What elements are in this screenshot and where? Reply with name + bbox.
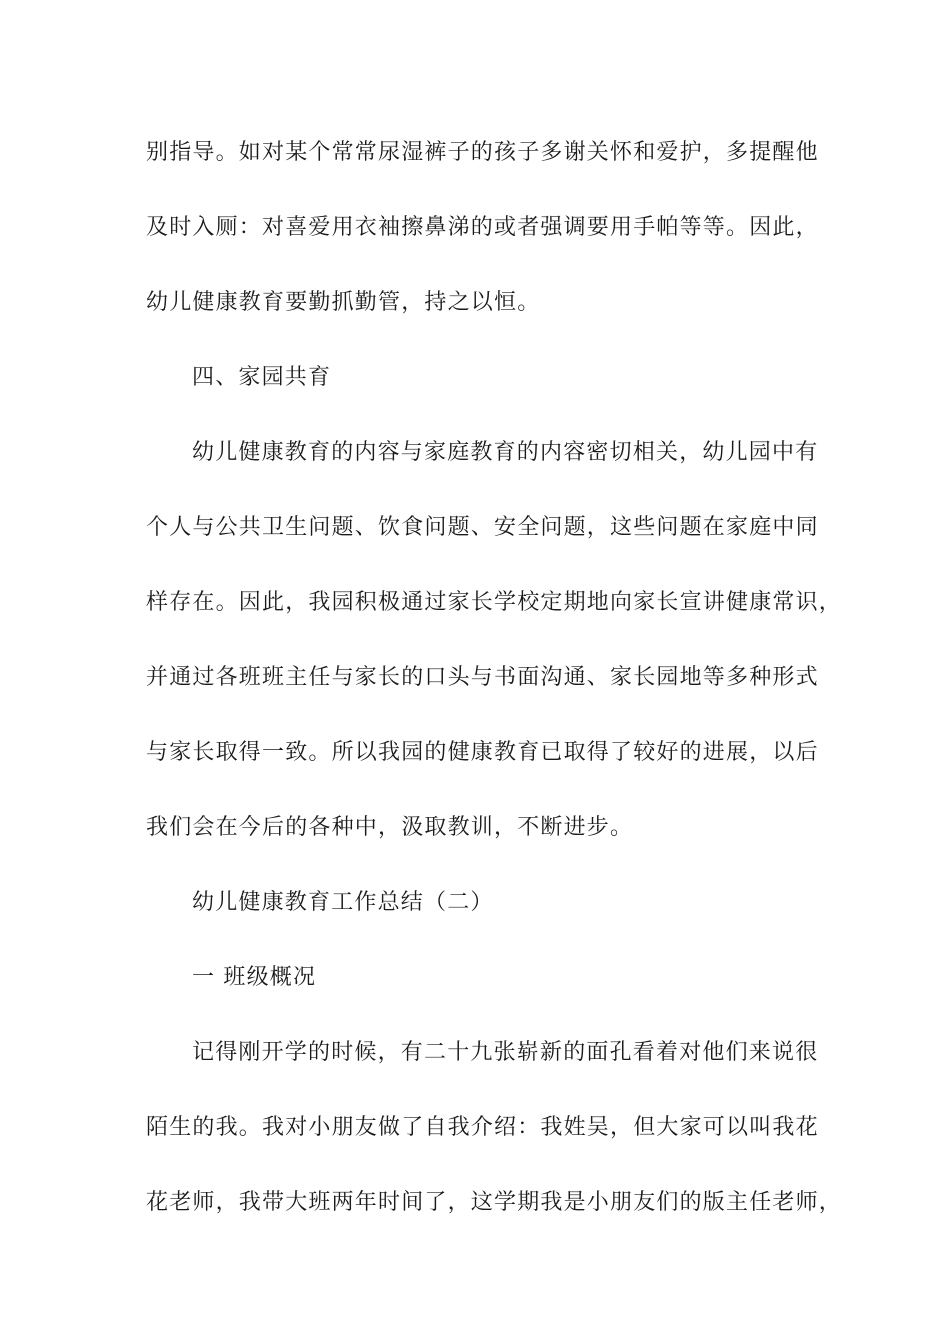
text-line: 我们会在今后的各种中，汲取教训，不断进步。: [146, 815, 634, 840]
text-line: 及时入厕：对喜爱用衣袖擦鼻涕的或者强调要用手帕等等。因此，: [146, 215, 819, 240]
text-line: 并通过各班班主任与家长的口头与书面沟通、家长园地等多种形式: [146, 665, 819, 690]
text-line: 陌生的我。我对小朋友做了自我介绍：我姓吴，但大家可以叫我花: [146, 1115, 819, 1140]
document-subtitle: 幼儿健康教育工作总结（二）: [192, 890, 494, 915]
text-line: 个人与公共卫生问题、饮食问题、安全问题，这些问题在家庭中同: [146, 515, 819, 540]
text-line: 幼儿健康教育的内容与家庭教育的内容密切相关，幼儿园中有: [192, 440, 819, 465]
text-line: 别指导。如对某个常常尿湿裤子的孩子多谢关怀和爱护，多提醒他: [146, 140, 819, 165]
section-heading: 一 班级概况: [192, 965, 317, 990]
text-line: 样存在。因此，我园积极通过家长学校定期地向家长宣讲健康常识，: [146, 590, 843, 615]
text-line: 记得刚开学的时候，有二十九张崭新的面孔看着对他们来说很: [192, 1040, 819, 1065]
section-heading: 四、家园共育: [192, 365, 332, 390]
text-line: 花老师，我带大班两年时间了，这学期我是小朋友们的版主任老师，: [146, 1190, 843, 1215]
text-line: 与家长取得一致。所以我园的健康教育已取得了较好的进展，以后: [146, 740, 819, 765]
text-line: 幼儿健康教育要勤抓勤管，持之以恒。: [146, 290, 541, 315]
